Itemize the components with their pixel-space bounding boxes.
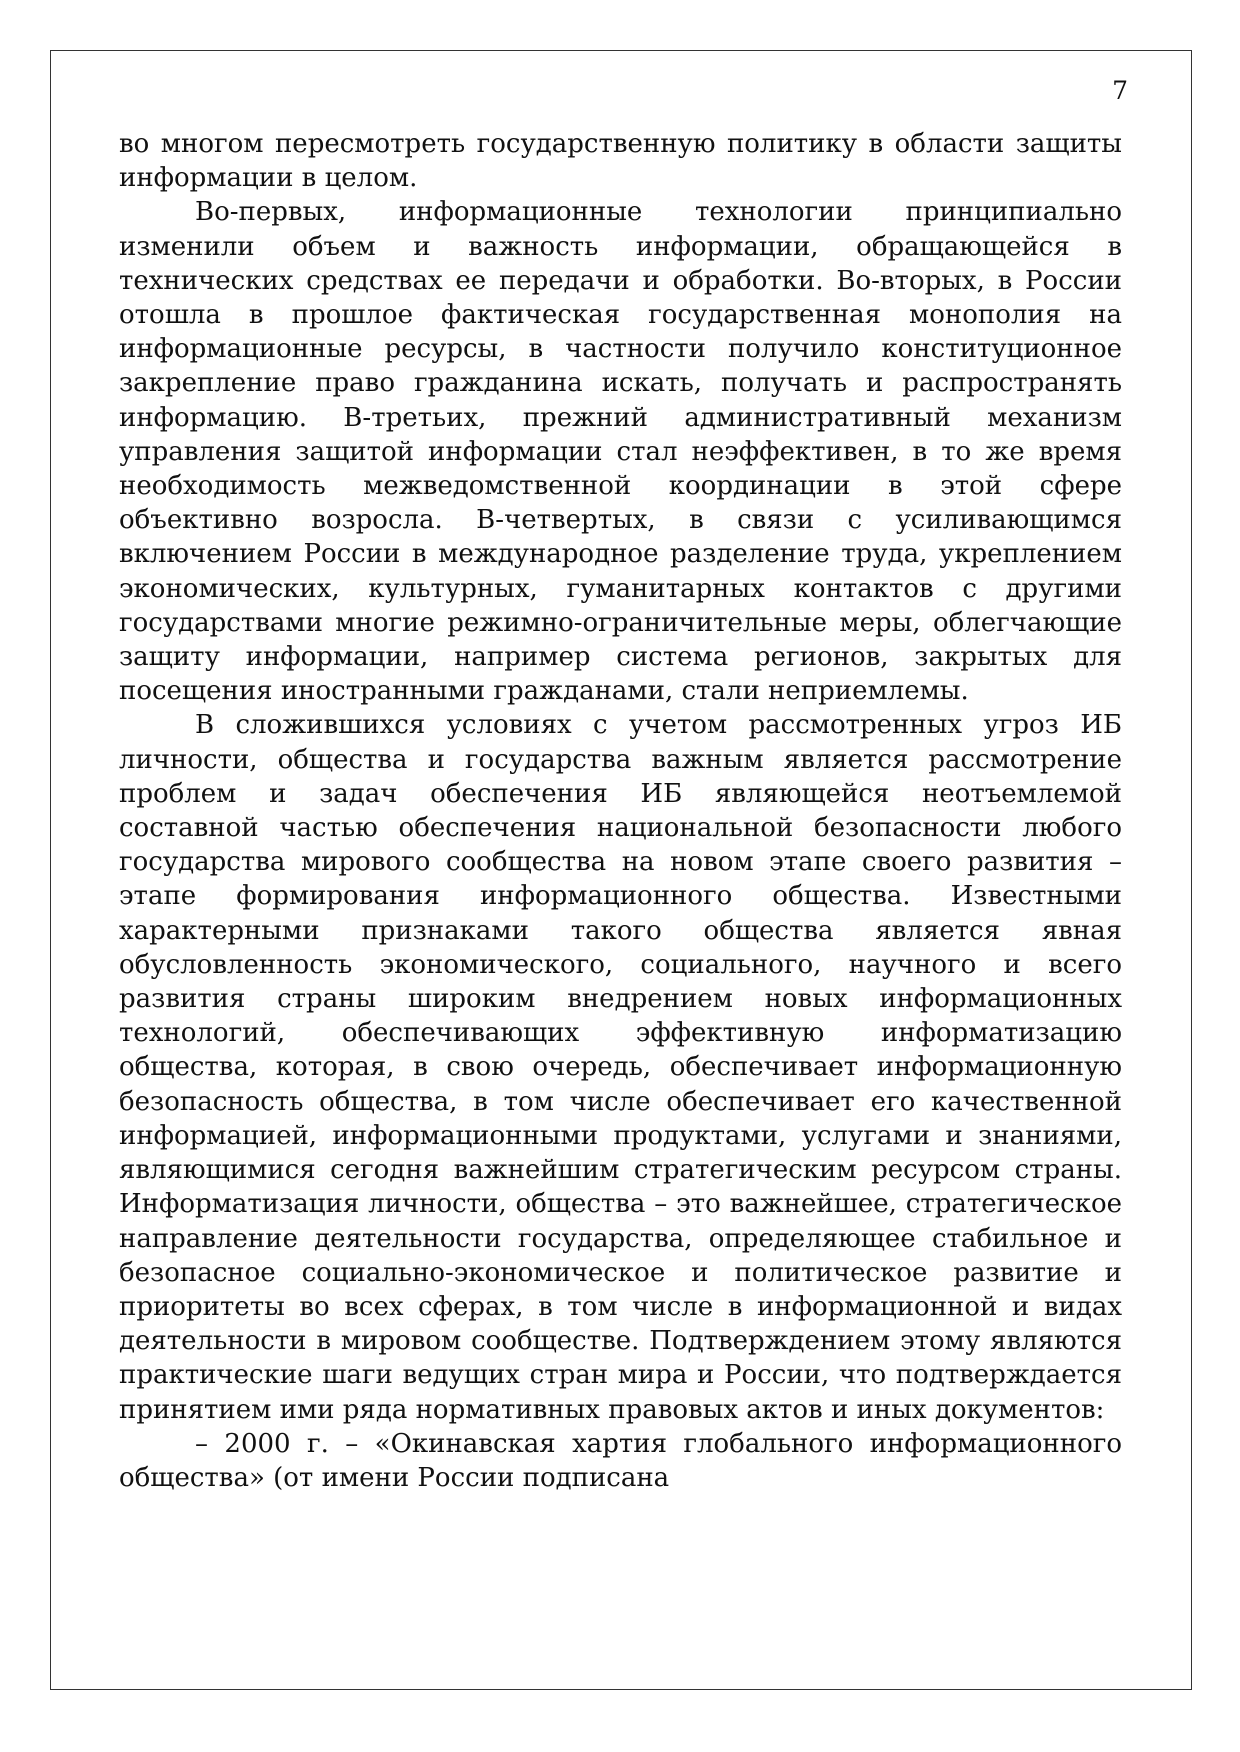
paragraph-continuation: во многом пересмотреть государственную политику в области защиты информации в целом. bbox=[119, 129, 1122, 194]
list-item-okinawa-charter: – 2000 г. – «Окинавская хартия глобального информационного общества» (от имени России подписана bbox=[119, 1428, 1122, 1493]
page-number: 7 bbox=[1112, 76, 1128, 105]
paragraph-reasons: Во-первых, информационные технологии принципиально изменили объем и важность информации, обращающейся в технических средствах ее передачи и обработки. Во-вторых, в России отошла в прошлое фактическая государственная монополия на информационные ресурсы, в частности получило конституционное закрепление право гражданина искать, получать и распространять информацию. В-третьих, прежний административный механизм управления защитой информации стал неэффективен, в то же время необходимость межведомственной координации в этой сфере объективно возросла. В-четвертых, в связи с усиливающимся включением России в международное разделение труда, укреплением экономических, культурных, гуманитарных контактов с другими государствами многие режимно-ограничительные меры, облегчающие защиту информации, например система регионов, закрытых для посещения иностранными гражданами, стали неприемлемы. bbox=[119, 197, 1122, 707]
paragraph-information-society: В сложившихся условиях с учетом рассмотренных угроз ИБ личности, общества и государства важным является рассмотрение проблем и задач обеспечения ИБ являющейся неотъемлемой составной частью обеспечения национальной безопасности любого государства мирового сообщества на новом этапе своего развития – этапе формирования информационного общества. Известными характерными признаками такого общества является явная обусловленность экономического, социального, научного и всего развития страны широким внедрением новых информационных технологий, обеспечивающих эффективную информатизацию общества, которая, в свою очередь, обеспечивает информационную безопасность общества, в том числе обеспечивает его качественной информацией, информационными продуктами, услугами и знаниями, являющимися сегодня важнейшим стратегическим ресурсом страны. Информатизация личности, общества – это важнейшее, стратегическое направление деятельности государства, определяющее стабильное и безопасное социально-экономическое и политическое развитие и приоритеты во всех сферах, в том числе в информационной и видах деятельности в мировом сообществе. Подтверждением этому являются практические шаги ведущих стран мира и России, что подтверждается принятием ими ряда нормативных правовых актов и иных документов: bbox=[119, 710, 1122, 1425]
document-body bbox=[119, 127, 1122, 1495]
